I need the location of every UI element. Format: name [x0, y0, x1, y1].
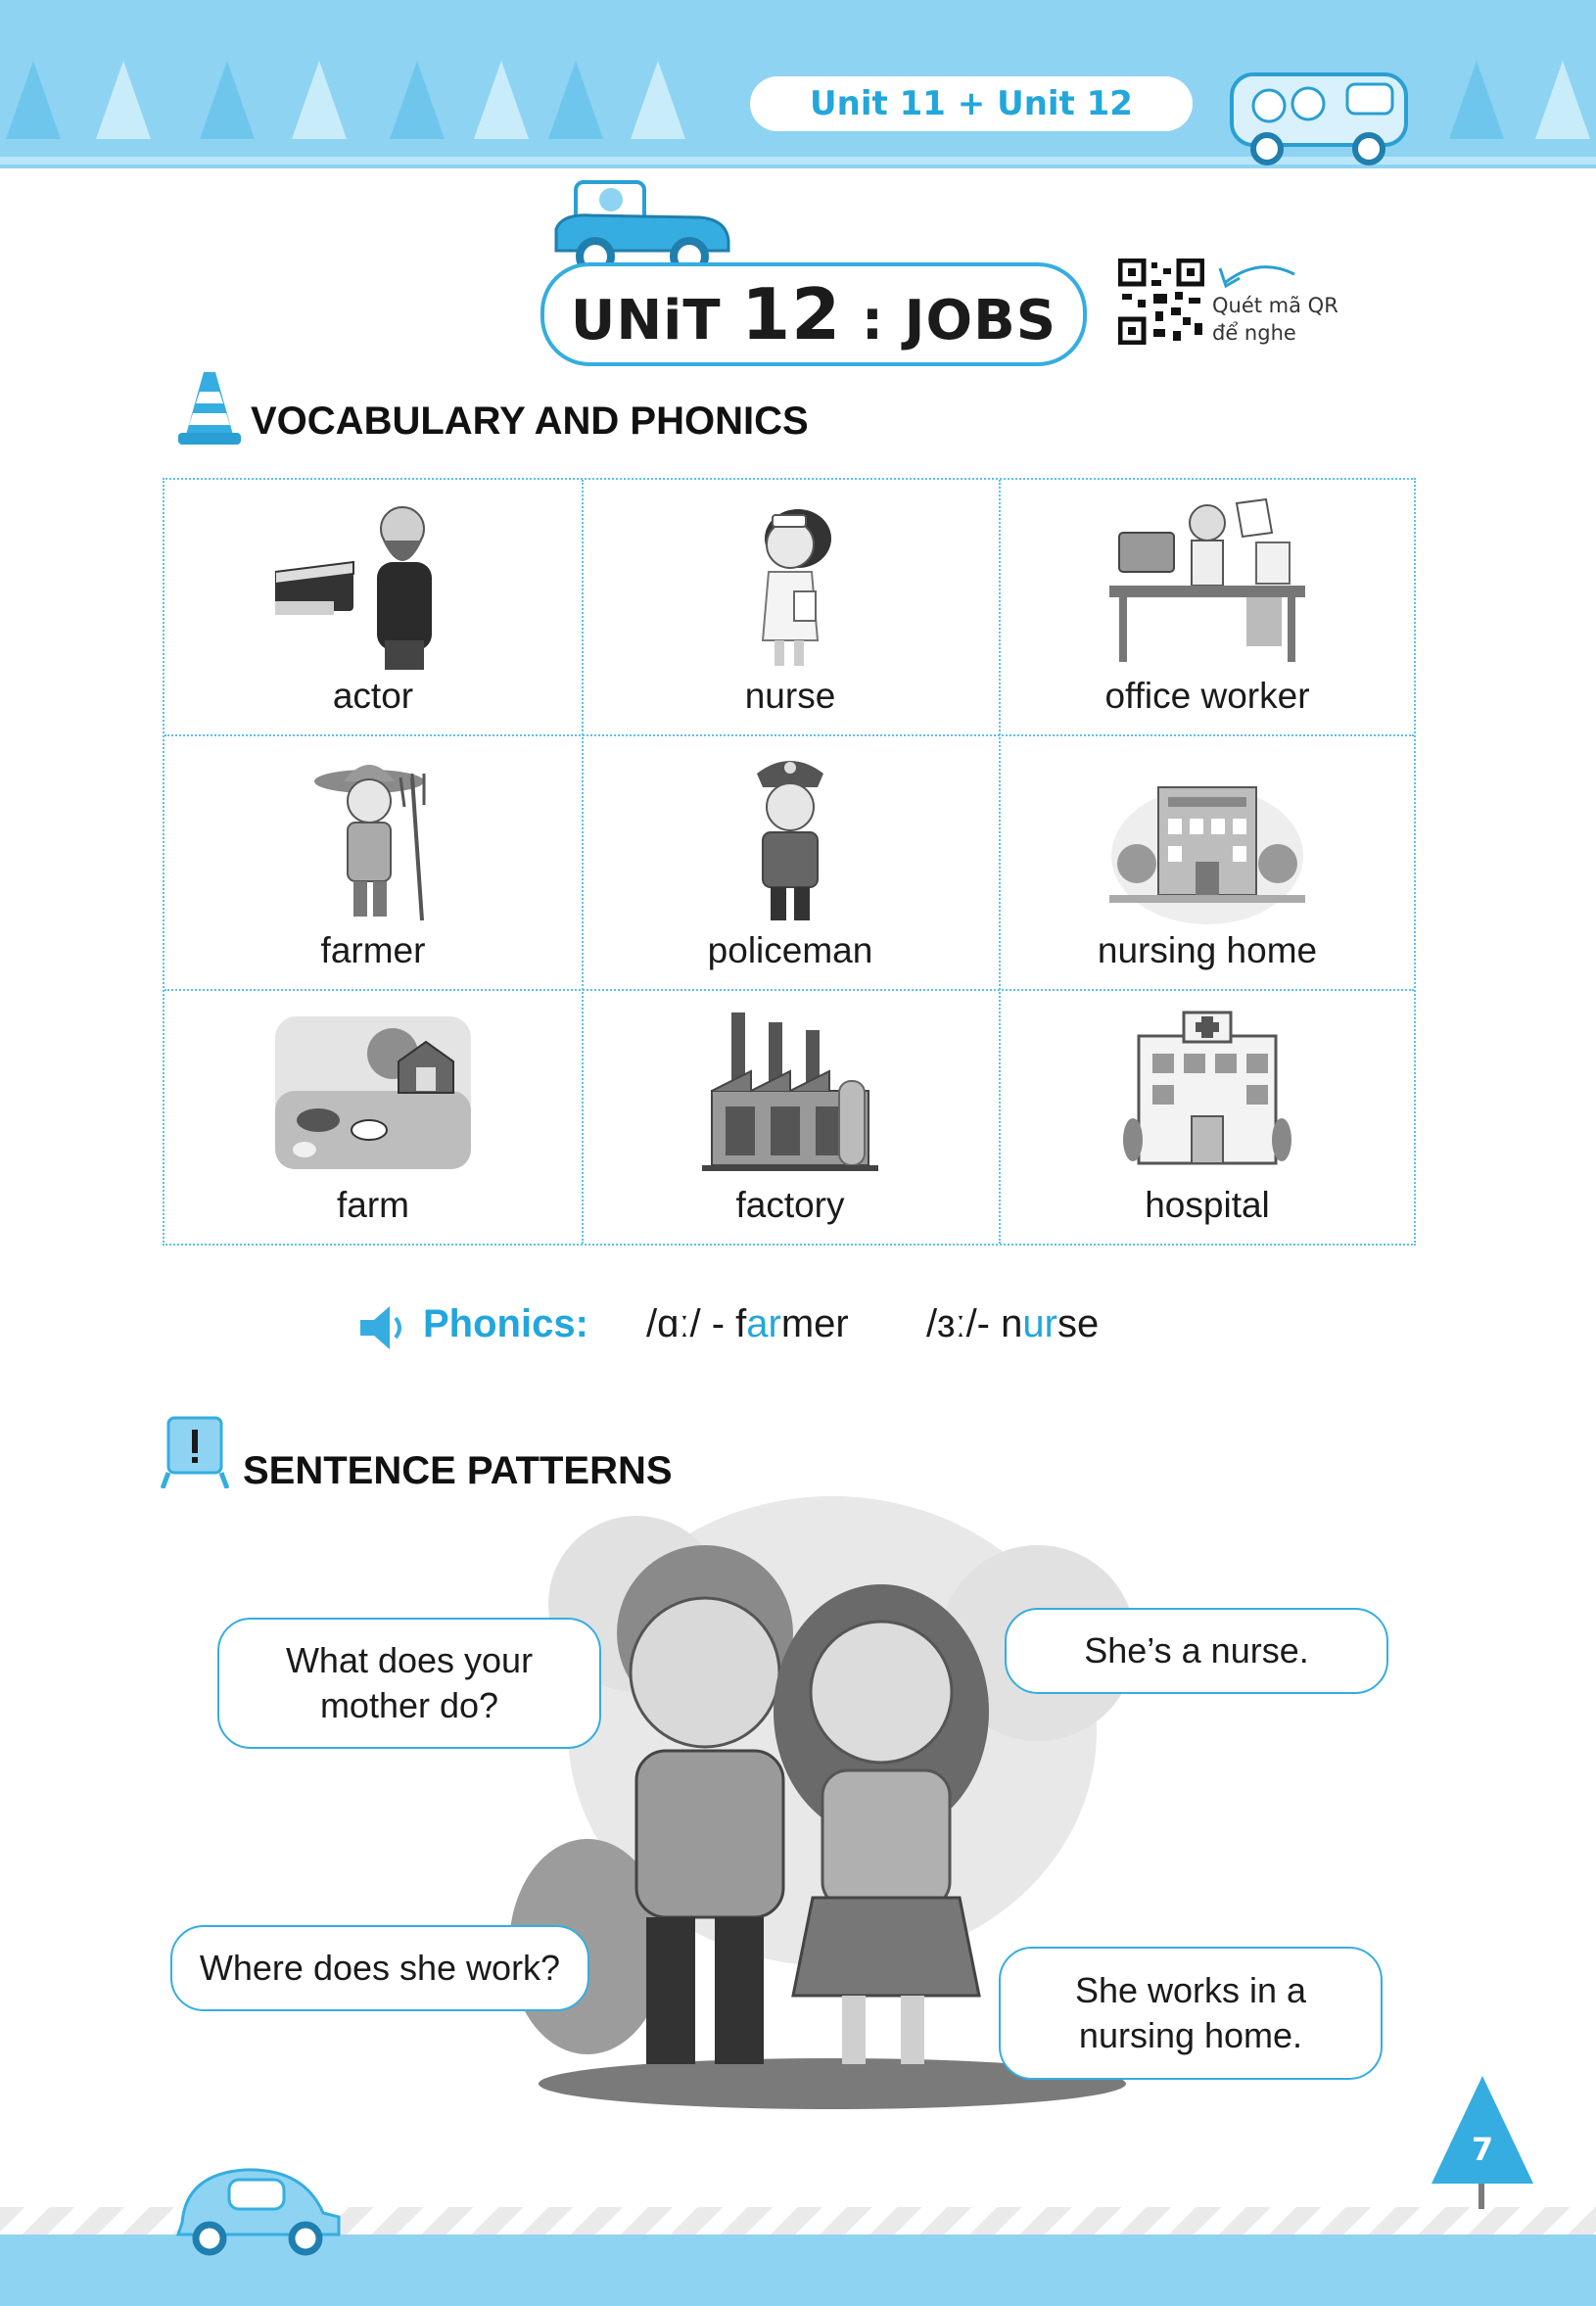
speech-bubble-answer-1 — [1005, 1608, 1388, 1694]
qr-label-line1: Quét mã QR — [1212, 294, 1338, 317]
title-suffix: : JOBS — [861, 289, 1057, 353]
vocab-card — [999, 734, 1416, 989]
nurse-icon — [692, 494, 888, 670]
office-worker-icon — [1109, 494, 1305, 670]
sign-board-icon — [161, 1414, 229, 1488]
vocab-card — [582, 480, 999, 734]
vocab-word: farmer — [320, 930, 426, 970]
vocab-word: nurse — [744, 676, 836, 716]
farmer-icon — [275, 748, 471, 924]
vocab-card — [999, 480, 1416, 734]
unit-title — [544, 266, 1083, 362]
unit-title-box — [540, 262, 1087, 366]
phonics-word-part: n — [1001, 1302, 1023, 1345]
tree-icon — [96, 61, 151, 139]
car-icon — [166, 2154, 352, 2262]
phonics-highlight: ar — [746, 1302, 781, 1345]
bubble-text: What does your mother do? — [285, 1640, 534, 1725]
vocab-card — [164, 480, 582, 734]
curved-arrow-icon — [1210, 257, 1298, 296]
nursing-home-icon — [1109, 748, 1305, 924]
unit-pill: Unit 11 + Unit 12 — [750, 76, 1193, 131]
title-number: 12 — [741, 273, 842, 355]
tree-icon — [6, 61, 61, 139]
vocab-card — [582, 989, 999, 1244]
page-number: 7 — [1471, 2131, 1494, 2168]
vocab-word: actor — [332, 676, 414, 716]
vocab-word: policeman — [707, 930, 873, 970]
tree-icon — [200, 61, 255, 139]
phonics-word-part: mer — [780, 1302, 849, 1345]
vocab-card — [164, 734, 582, 989]
bubble-text: She’s a nurse. — [1084, 1630, 1309, 1671]
phonics-label: Phonics: — [423, 1302, 588, 1345]
school-bus-icon — [1222, 57, 1418, 166]
vocabulary-grid — [163, 478, 1416, 1246]
phonics-highlight: ur — [1022, 1302, 1057, 1345]
hospital-icon — [1109, 1003, 1305, 1179]
page-badge-trunk — [1479, 2184, 1484, 2209]
tree-icon — [631, 61, 685, 139]
traffic-cone-icon — [178, 370, 241, 447]
sentence-patterns-heading: SENTENCE PATTERNS — [243, 1449, 673, 1492]
qr-label-line2: để nghe — [1212, 321, 1296, 345]
phonics-word-part: se — [1056, 1302, 1100, 1345]
phonics-sound: /ɑː/ - — [646, 1302, 736, 1345]
title-prefix: UNiT — [570, 289, 722, 353]
tree-icon — [548, 61, 603, 139]
tree-icon — [390, 61, 445, 139]
farm-icon — [275, 1003, 471, 1179]
factory-icon — [692, 1003, 888, 1179]
vocabulary-heading: VOCABULARY AND PHONICS — [251, 400, 809, 443]
vocab-card — [164, 989, 582, 1244]
tree-icon — [474, 61, 529, 139]
qr-label — [1212, 292, 1369, 347]
tree-icon — [1449, 61, 1504, 139]
speech-bubble-question-2 — [170, 1925, 589, 2011]
vocab-word: nursing home — [1097, 930, 1318, 970]
speech-bubble-answer-2 — [999, 1947, 1383, 2080]
tree-icon — [292, 61, 347, 139]
policeman-icon — [692, 748, 888, 924]
bubble-text: Where does she work? — [199, 1948, 561, 1988]
vocab-word: hospital — [1145, 1185, 1270, 1225]
vocab-card — [999, 989, 1416, 1244]
phonics-item-nurse — [926, 1302, 1099, 1346]
vocab-word: office worker — [1104, 676, 1310, 716]
actor-icon — [275, 494, 471, 670]
bubble-text: She works in a nursing home. — [1074, 1970, 1307, 2055]
phonics-word-part: f — [735, 1302, 747, 1345]
phonics-item-farmer — [646, 1302, 849, 1346]
qr-code-icon[interactable] — [1118, 259, 1204, 345]
vocab-word: factory — [735, 1185, 845, 1225]
vocab-word: farm — [337, 1185, 409, 1225]
speech-bubble-question-1 — [217, 1618, 601, 1749]
vocab-card — [582, 734, 999, 989]
speaker-icon[interactable] — [356, 1298, 415, 1357]
tree-icon — [1535, 61, 1590, 139]
phonics-sound: /ɜː/- — [926, 1302, 1002, 1345]
